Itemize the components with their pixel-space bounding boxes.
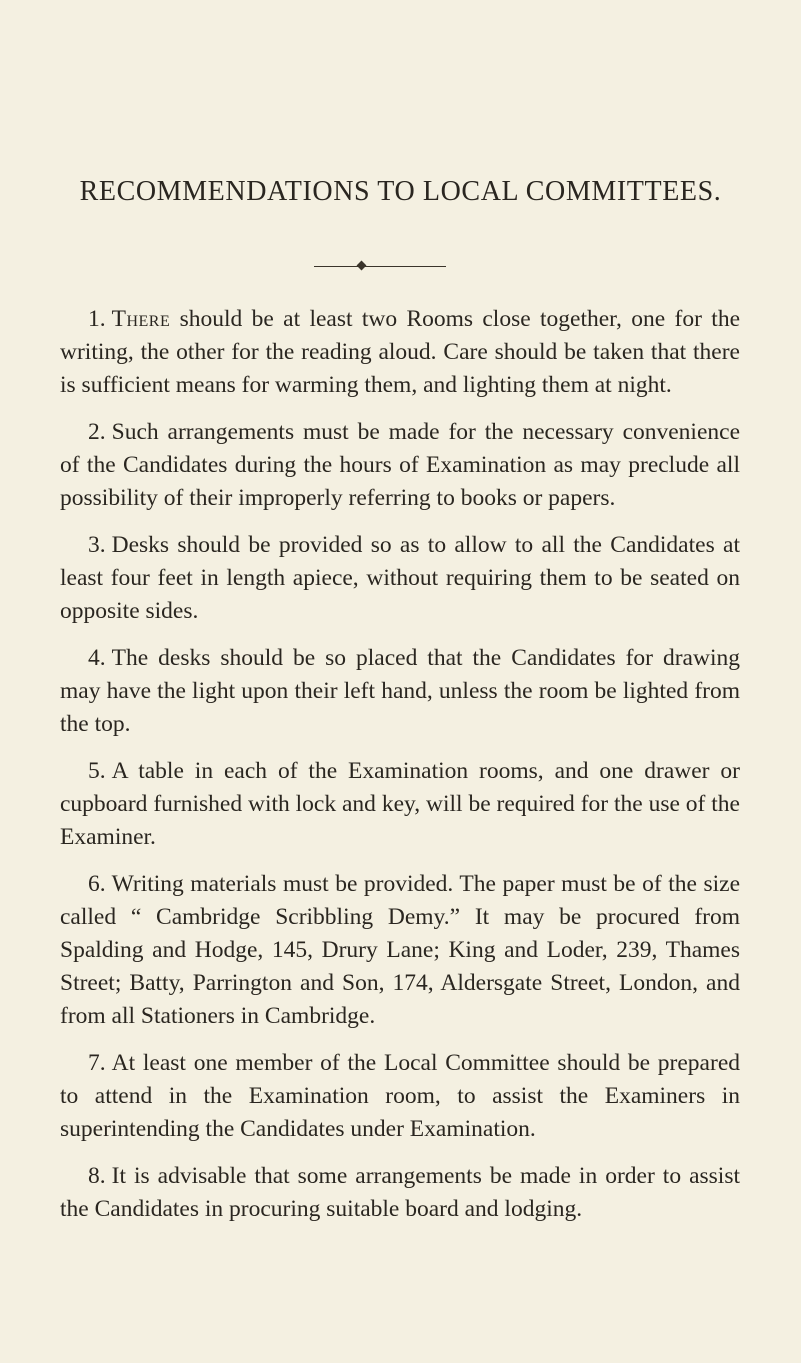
paragraph-3 (60, 529, 740, 628)
paragraph-text: At least one member of the Local Committee should be prepared to attend in the Examination room, to assist the Examiners in superintending the Candidates under Examination. (60, 1050, 740, 1142)
title-ornament-rule (314, 266, 446, 267)
paragraph-text: Such arrangements must be made for the necessary convenience of the Candidates during the hours of Examination as may preclude all possibility of their improperly referring to books or papers. (60, 419, 740, 511)
paragraph-text: Writing materials must be provided. The paper must be of the size called “ Cambridge Scribbling Demy.” It may be procured from Spalding and Hodge, 145, Drury Lane; King and Loder, 239, Thames Street; Batty, Parrington and Son, 174, Aldersgate Street, London, and from all Stationers in Cambridge. (60, 871, 740, 1029)
paragraph-number: 3. (88, 532, 106, 558)
paragraph-4 (60, 642, 740, 741)
paragraph-number: 8. (88, 1163, 106, 1189)
paragraph-7 (60, 1047, 740, 1146)
paragraph-text: Desks should be provided so as to allow to all the Candidates at least four feet in length apiece, without requiring them to be seated on opposite sides. (60, 532, 740, 624)
paragraph-number: 2. (88, 419, 106, 445)
paragraph-5 (60, 755, 740, 854)
paragraph-2 (60, 416, 740, 515)
paragraph-8 (60, 1160, 740, 1226)
paragraph-text: should be at least two Rooms close together, one for the writing, the other for the reading aloud. Care should be taken that there is sufficient means for warming them, and lighting them at night. (60, 306, 741, 398)
recommendations-list (60, 303, 740, 1240)
paragraph-1 (60, 303, 740, 402)
paragraph-lead-word: There (111, 306, 171, 332)
paragraph-text: The desks should be so placed that the Candidates for drawing may have the light upon their left hand, unless the room be lighted from the top. (60, 645, 740, 737)
paragraph-number: 5. (88, 758, 106, 784)
paragraph-6 (60, 868, 740, 1033)
diamond-ornament-icon (357, 261, 367, 271)
paragraph-number: 1. (88, 306, 106, 332)
paragraph-number: 6. (88, 871, 106, 897)
paragraph-number: 7. (88, 1050, 106, 1076)
paragraph-text: A table in each of the Examination rooms, and one drawer or cupboard furnished with lock and key, will be required for the use of the Examiner. (60, 758, 740, 850)
paragraph-number: 4. (88, 645, 106, 671)
paragraph-text: It is advisable that some arrangements be made in order to assist the Candidates in procuring suitable board and lodging. (60, 1163, 740, 1222)
page-title: RECOMMENDATIONS TO LOCAL COMMITTEES. (79, 176, 722, 207)
